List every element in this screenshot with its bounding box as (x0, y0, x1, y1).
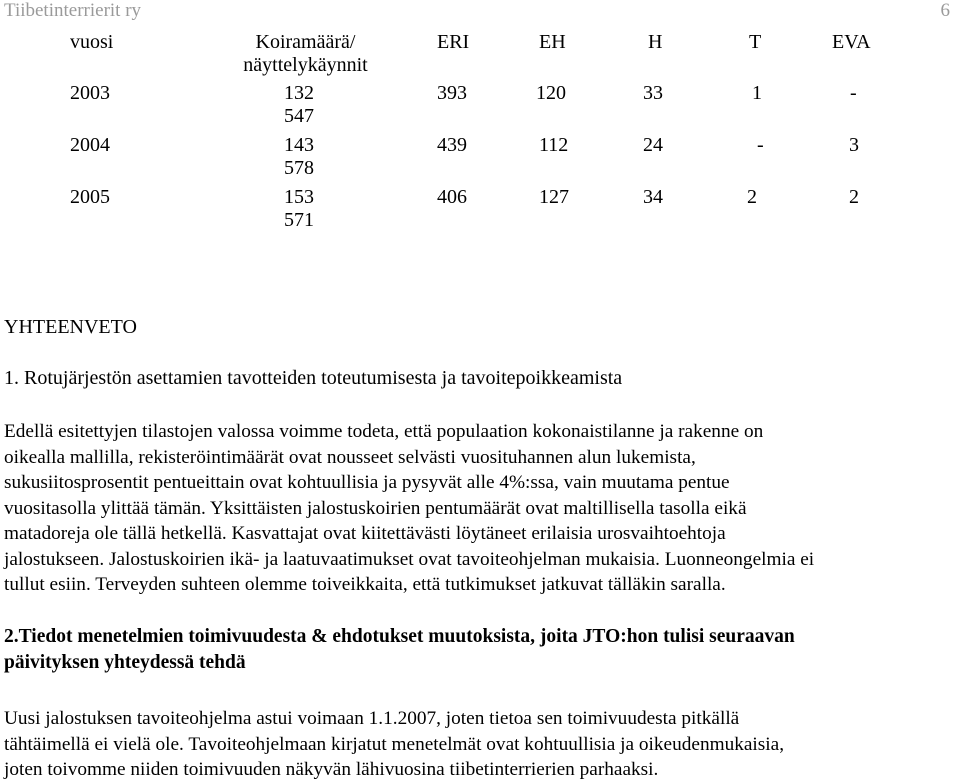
paragraph-line: tähtäimellä ei vielä ole. Tavoiteohjelmaan kirjatut menetelmät ovat kohtuullisia ja oikeudenmukaisia, (4, 733, 785, 755)
table-cell-eva: 3 (849, 134, 859, 156)
summary-heading: YHTEENVETO (4, 316, 137, 338)
table-cell-show-visits: 571 (284, 209, 314, 231)
paragraph-line: sukusiitosprosentit pentueittain ovat kohtuullisia ja pysyvät alle 4%:ssa, vain muutama pentue (4, 472, 730, 493)
table-cell-eri: 439 (437, 134, 467, 156)
table-cell-year: 2004 (70, 134, 110, 156)
column-header-eh: EH (539, 31, 566, 53)
table-cell-dog-count: 153 (284, 186, 314, 208)
paragraph-line: oikealla mallilla, rekisteröintimäärät ovat nousseet selvästi vuosituhannen alun lukemista, (4, 446, 696, 468)
table-cell-h: 24 (643, 134, 663, 156)
column-header-dog-count: Koiramäärä/ (255, 31, 356, 53)
table-cell-year: 2005 (70, 186, 110, 208)
column-header-show-visits: näyttelykäynnit (243, 54, 368, 76)
table-cell-eri: 406 (437, 186, 467, 208)
paragraph-line: Uusi jalostuksen tavoiteohjelma astui voimaan 1.1.2007, joten tietoa sen toimivuudesta pitkällä (4, 708, 740, 729)
section-2-heading (4, 624, 954, 675)
column-header-h: H (648, 31, 663, 53)
table-cell-t: 1 (752, 82, 762, 104)
table-cell-eva: - (850, 82, 857, 104)
page-header-left: Tiibetinterrierit ry (4, 0, 142, 21)
section-1-paragraph (4, 419, 954, 598)
column-header-t: T (749, 31, 762, 53)
table-cell-eh: 120 (536, 82, 566, 104)
table-cell-show-visits: 578 (284, 157, 314, 179)
section-2-paragraph (4, 706, 954, 783)
paragraph-line: matadoreja ole tällä hetkellä. Kasvattajat ovat kiitettävästi löytäneet erilaisia urosvaihtoehtoja (4, 523, 726, 544)
heading-line: päivityksen yhteydessä tehdä (4, 651, 246, 673)
table-cell-year: 2003 (70, 82, 110, 104)
paragraph-line: Edellä esitettyjen tilastojen valossa voimme todeta, että populaation kokonaistilanne ja rakenne on (4, 421, 764, 442)
table-cell-eh: 127 (539, 186, 569, 208)
paragraph-line: jalostukseen. Jalostuskoirien ikä- ja laatuvaatimukset ovat tavoiteohjelman mukaisia. Luonneongelmia ei (4, 548, 815, 570)
paragraph-line: joten toivomme niiden toimivuuden näkyvän lähivuosina tiibetinterrierien parhaaksi. (4, 759, 659, 780)
table-cell-h: 34 (643, 186, 663, 208)
section-1-heading: 1. Rotujärjestön asettamien tavotteiden toteutumisesta ja tavoitepoikkeamista (4, 367, 623, 389)
table-cell-dog-count: 132 (284, 82, 314, 104)
table-cell-eri: 393 (437, 82, 467, 104)
paragraph-line: tullut esiin. Terveyden suhteen olemme toiveikkaita, että tutkimukset jatkuvat tälläkin saralla. (4, 574, 726, 595)
table-cell-show-visits: 547 (284, 105, 314, 127)
table-cell-dog-count: 143 (284, 134, 314, 156)
paragraph-line: vuositasolla ylittää tämän. Yksittäisten jalostuskoirien pentumäärät ovat maltillisella tasolla eikä (4, 497, 747, 519)
column-header-eva: EVA (832, 31, 871, 53)
heading-line: 2.Tiedot menetelmien toimivuudesta & ehdotukset muutoksista, joita JTO:hon tulisi seuraavan (4, 626, 795, 647)
table-cell-h: 33 (643, 82, 663, 104)
column-header-year: vuosi (70, 31, 114, 53)
table-cell-t: 2 (747, 186, 757, 208)
table-cell-eh: 112 (539, 134, 569, 156)
table-cell-t: - (757, 134, 764, 156)
column-header-eri: ERI (437, 31, 470, 53)
page-number: 6 (940, 0, 950, 21)
statistics-table (0, 0, 960, 260)
table-cell-eva: 2 (849, 186, 859, 208)
